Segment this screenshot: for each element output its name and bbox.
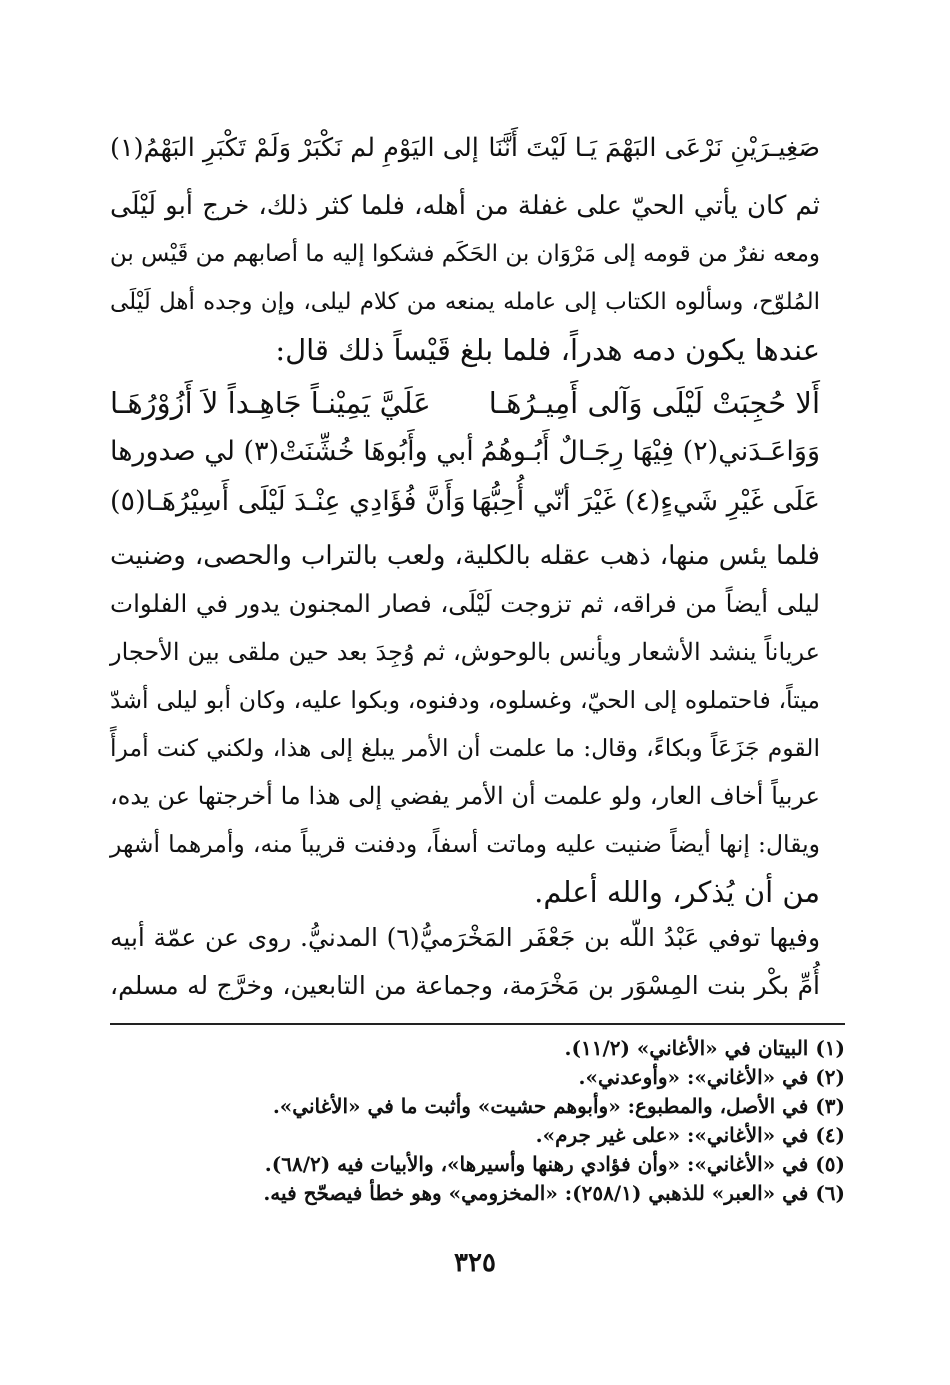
footnote: (٤) في «الأغاني»: «على غير جرم». <box>535 1123 845 1147</box>
footnote-separator <box>110 1023 845 1025</box>
text-line: القوم جَزَعَاً وبكاءً، وقال: ما علمت أن الأمر يبلغ إلى هذا، ولكني كنت أمرأً <box>110 734 820 762</box>
text-line: عندها يكون دمه هدراً، فلما بلغ قَيْساً ذلك قال: <box>275 333 820 367</box>
verse-second-hemistich: إلى اليَوْمِ لم نَكْبَرْ وَلَمْ تَكْبَرِ البَهْمُ(١) <box>110 133 479 163</box>
verse-first-hemistich: عَلَى غَيْرِ شَيءٍ(٤) غَيْرَ أنّي أُحِبُّهَا <box>471 486 820 517</box>
verse-line <box>110 482 820 522</box>
footnote: (١) البيتان في «الأغاني» (١١/٢). <box>564 1036 845 1060</box>
text-line: فلما يئس منها، ذهب عقله بالكلية، ولعب بالتراب والحصى، وضنيت <box>110 541 820 571</box>
verse-line <box>110 432 820 472</box>
text-line: ليلى أيضاً من فراقه، ثم تزوجت لَيْلَى، فصار المجنون يدور في الفلوات <box>110 589 820 618</box>
paragraph-2 <box>110 532 820 916</box>
verse-first-hemistich: صَغِيـرَيْنِ نَرْعَى البَهْمَ يَـا لَيْتَ أَنَّنَا <box>488 133 820 163</box>
footnote: (٣) في الأصل، والمطبوع: «وأبوهم حشيت» وأثبت ما في «الأغاني». <box>272 1094 845 1118</box>
text-line: ويقال: إنها أيضاً ضنيت عليه وماتت أسفاً، ودفنت قريباً منه، وأمرهما أشهر <box>110 830 820 858</box>
text-line: ثم كان يأتي الحيّ على غفلة من أهله، فلما كثر ذلك، خرج أبو لَيْلَى <box>110 191 820 221</box>
verse-line <box>110 383 820 423</box>
page-number: ٣٢٥ <box>454 1248 496 1278</box>
footnotes <box>105 1034 845 1208</box>
verse-first-hemistich: أَلا حُجِبَتْ لَيْلَى وَآلى أَمِيـرُهَـا <box>488 386 820 420</box>
text-line: المُلوّح، وسألوه الكتاب إلى عامله يمنعه من كلام ليلى، وإن وجده أهل لَيْلَى <box>110 289 820 315</box>
verse-first-hemistich: وَوَاعَـدَني(٢) فِيْهَا رِجَـالٌ أَبُـوهُمُ <box>480 436 820 467</box>
footnote: (٥) في «الأغاني»: «وأن فؤادي رهنها وأسيرها»، والأبيات فيه (٦٨/٢). <box>264 1152 845 1176</box>
verse-line <box>110 128 820 168</box>
footnote: (٦) في «العبر» للذهبي (٢٥٨/١): «المخزومي» وهو خطأ فيصحّح فيه. <box>263 1181 845 1205</box>
paragraph-1 <box>110 182 820 374</box>
text-line: من أن يُذكر، والله أعلم. <box>534 875 820 909</box>
text-line: ومعه نفرٌ من قومه إلى مَرْوَان بن الحَكَم فشكوا إليه ما أصابهم من قَيْس بن <box>109 241 820 267</box>
text-line: ميتاً، فاحتملوه إلى الحيّ، وغسلوه، ودفنوه، وبكوا عليه، وكان أبو ليلى أشدّ <box>110 686 820 714</box>
verse-second-hemistich: وَأَنَّ فُؤَادِي عِنْـدَ لَيْلَى أَسِيْرُهَـا(٥) <box>110 486 466 517</box>
text-line: عرياناً ينشد الأشعار ويأنس بالوحوش، ثم وُجِدَ بعد حين ملقى بين الأحجار <box>110 638 820 666</box>
footnote: (٢) في «الأغاني»: «وأوعدني». <box>578 1065 845 1089</box>
verse-second-hemistich: عَلَيَّ يَمِيْنـاً جَاهِـداً لاَ أَزُوْرُهَـا <box>110 386 431 420</box>
verse-second-hemistich: أبي وأَبُوهَا خُشِّنَتْ(٣) لي صدورها <box>110 436 474 467</box>
text-line: عربياً أخاف العار، ولو علمت أن الأمر يفضي إلى هذا ما أخرجتها عن يده، <box>110 782 820 810</box>
text-line: أُمِّ بكْر بنت المِسْوَر بن مَخْرَمة، وجماعة من التابعين، وخرَّج له مسلم، <box>110 971 820 1000</box>
paragraph-3 <box>110 914 820 1010</box>
text-line: وفيها توفي عَبْدُ اللّه بن جَعْفَر المَخْرَميُّ(٦) المدنيُّ. روى عن عمّة أبيه <box>110 923 821 952</box>
